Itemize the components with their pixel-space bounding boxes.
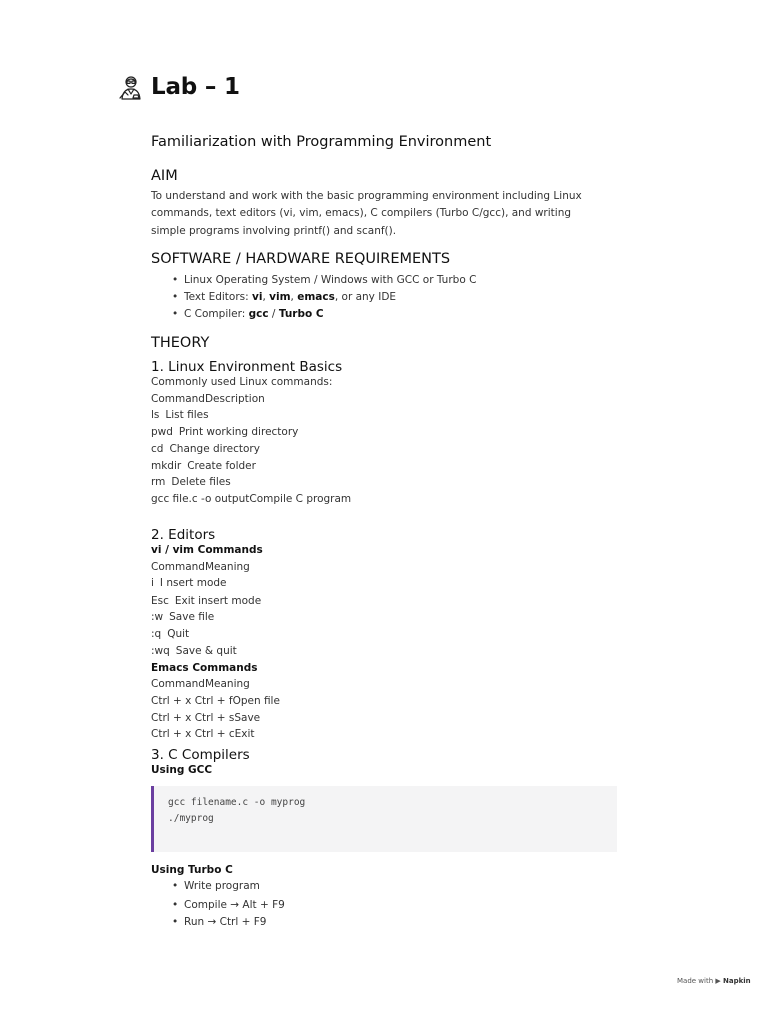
compilers-heading: 3. C Compilers <box>151 747 250 763</box>
gcc-heading: Using GCC <box>151 764 213 776</box>
emacs-heading: Emacs Commands <box>151 662 258 674</box>
turbo-heading: Using Turbo C <box>151 864 233 876</box>
linux-row: gcc file.c -o outputCompile C program <box>151 493 352 505</box>
emacs-row: Ctrl + x Ctrl + cExit <box>151 728 255 740</box>
editors-heading: 2. Editors <box>151 527 216 543</box>
aim-heading: AIM <box>151 168 178 184</box>
code-block <box>151 786 617 852</box>
linux-row: pwd Print working directory <box>151 426 299 438</box>
aim-text: To understand and work with the basic programming environment including Linux commands, text editors (vi, vim, emacs), C compilers (Turbo C/gcc), and writing simple programs involving printf() and scanf(). <box>151 190 582 237</box>
vi-row: :w Save file <box>151 611 215 623</box>
napkin-logo-icon: ▶ <box>715 977 721 985</box>
linux-row: ls List files <box>151 409 209 421</box>
turbo-item: • Compile → Alt + F9 <box>172 899 285 911</box>
scientist-icon <box>117 74 145 102</box>
linux-row: mkdir Create folder <box>151 460 256 472</box>
vi-table-header: CommandMeaning <box>151 561 250 573</box>
vi-row: :q Quit <box>151 628 190 640</box>
requirement-item: • C Compiler: gcc / Turbo C <box>172 308 324 320</box>
linux-row: cd Change directory <box>151 443 260 455</box>
turbo-item: • Write program <box>172 880 260 892</box>
vi-row: :wq Save & quit <box>151 645 237 657</box>
linux-heading: 1. Linux Environment Basics <box>151 359 343 375</box>
emacs-table-header: CommandMeaning <box>151 678 250 690</box>
code-line: gcc filename.c -o myprog <box>168 797 306 808</box>
turbo-item: • Run → Ctrl + F9 <box>172 916 267 928</box>
linux-row: rm Delete files <box>151 476 231 488</box>
made-with-footer: Made with ▶ Napkin <box>677 977 751 985</box>
requirement-item: • Linux Operating System / Windows with GCC or Turbo C <box>172 274 477 286</box>
requirement-item: • Text Editors: vi, vim, emacs, or any IDE <box>172 291 397 303</box>
page-subtitle: Familiarization with Programming Environment <box>151 134 492 150</box>
page-title: Lab – 1 <box>151 74 240 100</box>
theory-heading: THEORY <box>151 335 210 351</box>
linux-intro: Commonly used Linux commands: <box>151 376 333 388</box>
vi-row: i I nsert mode <box>151 577 227 589</box>
emacs-row: Ctrl + x Ctrl + fOpen file <box>151 695 280 707</box>
linux-table-header: CommandDescription <box>151 393 265 405</box>
emacs-row: Ctrl + x Ctrl + sSave <box>151 712 261 724</box>
code-line: ./myprog <box>168 813 214 824</box>
vi-heading: vi / vim Commands <box>151 544 263 556</box>
vi-row: Esc Exit insert mode <box>151 595 262 607</box>
requirements-heading: SOFTWARE / HARDWARE REQUIREMENTS <box>151 251 451 267</box>
